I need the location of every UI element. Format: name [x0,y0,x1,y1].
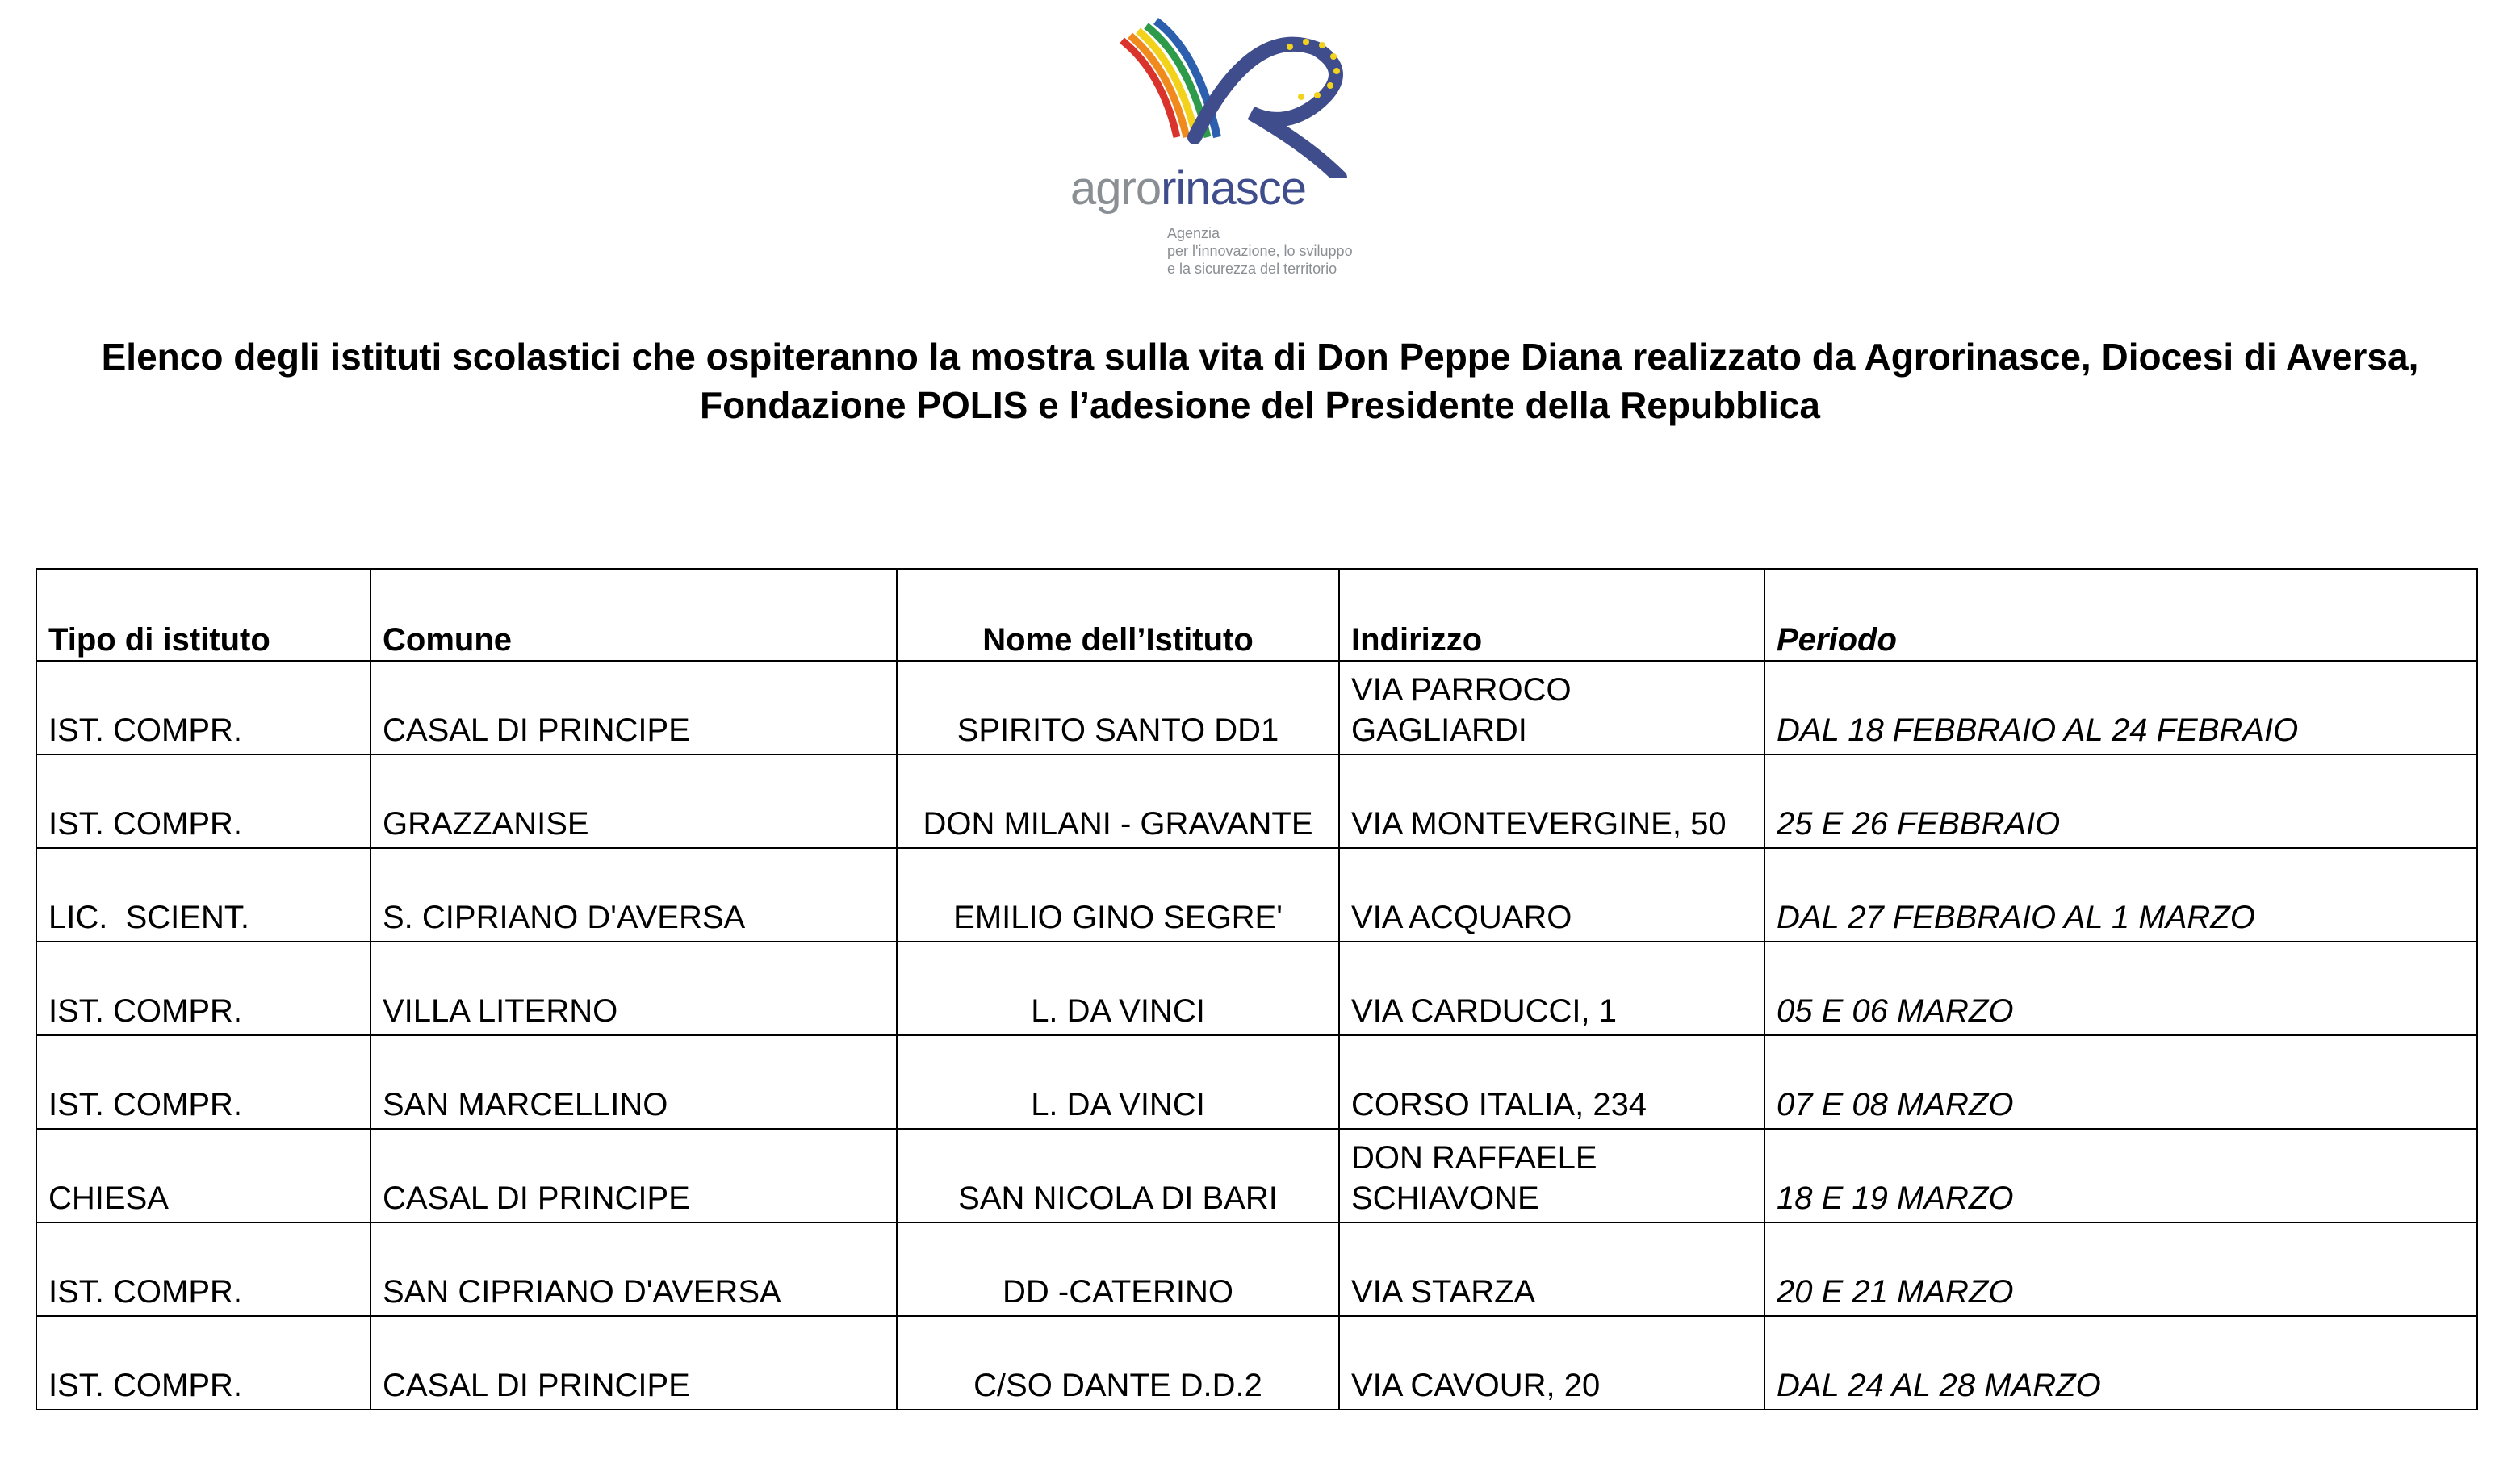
cell-tipo: IST. COMPR. [36,1222,370,1316]
cell-tipo: IST. COMPR. [36,1316,370,1410]
cell-nome: DON MILANI - GRAVANTE [897,754,1339,848]
cell-comune: CASAL DI PRINCIPE [370,1316,897,1410]
logo-wordmark [1070,161,1306,215]
cell-periodo: DAL 24 AL 28 MARZO [1764,1316,2477,1410]
cell-tipo: IST. COMPR. [36,754,370,848]
logo-tagline-line: Agenzia [1167,225,1220,241]
navy-sweep [1195,44,1340,178]
cell-indirizzo: VIA MONTEVERGINE, 50 [1339,754,1764,848]
cell-comune: GRAZZANISE [370,754,897,848]
cell-nome: EMILIO GINO SEGRE' [897,848,1339,942]
cell-periodo: DAL 27 FEBBRAIO AL 1 MARZO [1764,848,2477,942]
cell-indirizzo: VIA PARROCO GAGLIARDI [1339,661,1764,754]
cell-comune: VILLA LITERNO [370,942,897,1035]
logo-wordmark-rinasce: rinasce [1161,162,1307,215]
cell-tipo: CHIESA [36,1129,370,1222]
agrorinasce-logo [1057,0,1437,290]
logo-tagline-line: e la sicurezza del territorio [1167,261,1337,277]
agrorinasce-emblem-icon [1114,16,1372,178]
document-title: Elenco degli istituti scolastici che ospiteranno la mostra sulla vita di Don Peppe Diana realizzato da Agrorinasce, Diocesi di Aversa, Fondazione POLIS e l’adesione del Presidente della Repubblica [101,336,2419,426]
cell-periodo: 05 E 06 MARZO [1764,942,2477,1035]
cell-tipo: IST. COMPR. [36,1035,370,1129]
table-header-row [36,569,2477,661]
cell-periodo: 25 E 26 FEBBRAIO [1764,754,2477,848]
cell-comune: SAN MARCELLINO [370,1035,897,1129]
cell-indirizzo: VIA STARZA [1339,1222,1764,1316]
table-row [36,848,2477,942]
cell-indirizzo: VIA ACQUARO [1339,848,1764,942]
schools-table [36,568,2478,1410]
logo-tagline-line: per l'innovazione, lo sviluppo [1167,243,1353,259]
cell-nome: L. DA VINCI [897,1035,1339,1129]
header-comune: Comune [370,569,897,661]
cell-nome: SAN NICOLA DI BARI [897,1129,1339,1222]
cell-nome: L. DA VINCI [897,942,1339,1035]
header-indirizzo: Indirizzo [1339,569,1764,661]
cell-indirizzo: DON RAFFAELE SCHIAVONE [1339,1129,1764,1222]
cell-periodo: 07 E 08 MARZO [1764,1035,2477,1129]
header-tipo: Tipo di istituto [36,569,370,661]
header-nome: Nome dell’Istituto [897,569,1339,661]
header-periodo: Periodo [1764,569,2477,661]
table-row [36,942,2477,1035]
cell-indirizzo: VIA CAVOUR, 20 [1339,1316,1764,1410]
cell-nome: SPIRITO SANTO DD1 [897,661,1339,754]
cell-tipo: IST. COMPR. [36,942,370,1035]
table-row [36,1035,2477,1129]
cell-indirizzo: VIA CARDUCCI, 1 [1339,942,1764,1035]
cell-periodo: 18 E 19 MARZO [1764,1129,2477,1222]
table-row [36,1129,2477,1222]
logo-tagline [1167,224,1353,278]
cell-periodo: 20 E 21 MARZO [1764,1222,2477,1316]
cell-tipo: IST. COMPR. [36,661,370,754]
cell-periodo: DAL 18 FEBBRAIO AL 24 FEBRAIO [1764,661,2477,754]
cell-comune: S. CIPRIANO D'AVERSA [370,848,897,942]
cell-tipo: LIC. SCIENT. [36,848,370,942]
table-row [36,1222,2477,1316]
table-row [36,1316,2477,1410]
cell-comune: SAN CIPRIANO D'AVERSA [370,1222,897,1316]
cell-nome: DD -CATERINO [897,1222,1339,1316]
cell-indirizzo: CORSO ITALIA, 234 [1339,1035,1764,1129]
cell-nome: C/SO DANTE D.D.2 [897,1316,1339,1410]
cell-comune: CASAL DI PRINCIPE [370,1129,897,1222]
logo-wordmark-agro: agro [1070,162,1162,215]
table-row [36,754,2477,848]
table-row [36,661,2477,754]
cell-comune: CASAL DI PRINCIPE [370,661,897,754]
